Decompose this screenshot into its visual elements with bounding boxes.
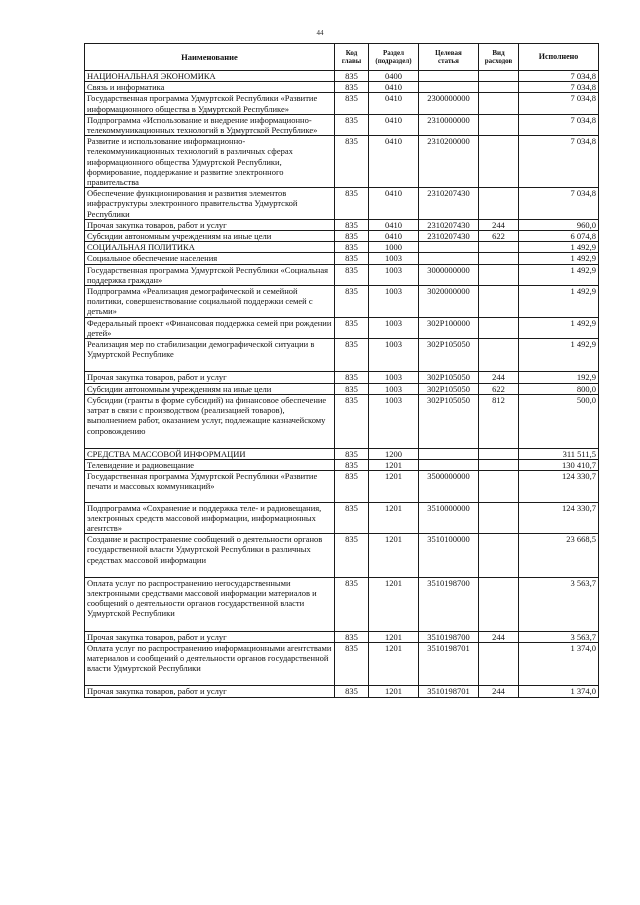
row-name: Прочая закупка товаров, работ и услуг [85,219,335,230]
row-amount: 7 034,8 [519,93,599,114]
row-kind [479,642,519,686]
row-amount: 800,0 [519,383,599,394]
row-target: 3020000000 [419,286,479,318]
row-target: 302P100000 [419,317,479,338]
row-target: 3510198701 [419,686,479,697]
row-target: 2300000000 [419,93,479,114]
row-amount: 6 074,8 [519,231,599,242]
row-target: 3500000000 [419,471,479,502]
table-row [85,219,599,230]
table-row [85,459,599,470]
row-name: Создание и распространение сообщений о деятельности органов государственной власти Удмуртской Республики в различных средствах массовой информации [85,534,335,578]
row-section: 0400 [369,71,419,82]
row-name: Субсидии автономным учреждениям на иные цели [85,231,335,242]
row-amount: 192,9 [519,372,599,383]
row-section: 1003 [369,383,419,394]
row-section: 1003 [369,253,419,264]
row-kind: 244 [479,219,519,230]
budget-table [84,43,599,698]
header-code-line2: главы [341,57,362,65]
row-kind [479,502,519,534]
header-section [369,44,419,71]
row-code: 835 [335,394,369,448]
row-name: Подпрограмма «Сохранение и поддержка теле- и радиовещания, электронных средств массовой информации, информационных агентств» [85,502,335,534]
row-amount: 1 492,9 [519,253,599,264]
row-kind: 244 [479,686,519,697]
row-section: 1201 [369,534,419,578]
row-kind [479,459,519,470]
table-row [85,253,599,264]
row-section: 0410 [369,82,419,93]
header-section-line1: Раздел [382,49,405,57]
row-amount: 3 563,7 [519,577,599,631]
row-target: 2310207430 [419,188,479,220]
row-code: 835 [335,339,369,372]
header-name: Наименование [85,44,335,71]
row-kind [479,188,519,220]
row-code: 835 [335,253,369,264]
row-name: Федеральный проект «Финансовая поддержка семей при рождении детей» [85,317,335,338]
row-code: 835 [335,471,369,502]
row-target [419,242,479,253]
table-row [85,339,599,372]
row-code: 835 [335,93,369,114]
table-row [85,642,599,686]
header-expense-line1: Вид [492,49,505,57]
row-kind [479,114,519,135]
row-amount: 1 492,9 [519,286,599,318]
row-section: 1003 [369,372,419,383]
table-row [85,577,599,631]
row-kind [479,534,519,578]
header-code-line1: Код [345,49,358,57]
row-name: Оплата услуг по распространению информационными агентствами материалов и сообщений о деятельности органов государственной власти Удмуртской Республики [85,642,335,686]
row-amount: 7 034,8 [519,114,599,135]
row-section: 1201 [369,642,419,686]
row-target [419,82,479,93]
row-code: 835 [335,114,369,135]
row-code: 835 [335,502,369,534]
row-amount: 7 034,8 [519,71,599,82]
row-kind [479,136,519,188]
row-name: Государственная программа Удмуртской Республики «Социальная поддержка граждан» [85,264,335,285]
row-section: 1003 [369,286,419,318]
header-code [335,44,369,71]
row-target: 2310200000 [419,136,479,188]
table-row [85,502,599,534]
header-target [419,44,479,71]
row-name: Подпрограмма «Реализация демографической и семейной политики, совершенствование социальной поддержки семей с детьми» [85,286,335,318]
row-name: Государственная программа Удмуртской Республики «Развитие печати и массовых коммуникаций» [85,471,335,502]
table-row [85,686,599,697]
row-name: Государственная программа Удмуртской Республики «Развитие информационного общества в Удмуртской Республике» [85,93,335,114]
row-amount: 311 511,5 [519,448,599,459]
row-section: 0410 [369,188,419,220]
header-target-line2: статья [438,57,459,65]
table-row [85,188,599,220]
row-amount: 1 374,0 [519,686,599,697]
row-target: 2310207430 [419,219,479,230]
row-amount: 124 330,7 [519,471,599,502]
row-name: Телевидение и радиовещание [85,459,335,470]
table-row [85,317,599,338]
row-kind [479,577,519,631]
row-kind [479,448,519,459]
row-amount: 1 492,9 [519,264,599,285]
row-kind: 244 [479,631,519,642]
row-amount: 960,0 [519,219,599,230]
row-target: 3510198700 [419,577,479,631]
row-target: 302P105050 [419,372,479,383]
row-section: 0410 [369,219,419,230]
row-code: 835 [335,188,369,220]
row-amount: 7 034,8 [519,188,599,220]
row-amount: 3 563,7 [519,631,599,642]
header-section-line2: (подраздел) [375,57,412,65]
header-executed: Исполнено [519,44,599,71]
row-code: 835 [335,534,369,578]
table-row [85,286,599,318]
row-code: 835 [335,71,369,82]
row-name: Подпрограмма «Использование и внедрение информационно-телекоммуникационных технологий в Удмуртской Республике» [85,114,335,135]
row-target: 3510000000 [419,502,479,534]
row-code: 835 [335,136,369,188]
table-row [85,534,599,578]
table-row [85,448,599,459]
row-code: 835 [335,317,369,338]
row-target [419,71,479,82]
row-amount: 1 374,0 [519,642,599,686]
row-code: 835 [335,82,369,93]
header-expense-kind [479,44,519,71]
row-amount: 23 668,5 [519,534,599,578]
row-code: 835 [335,459,369,470]
row-name: Обеспечение функционирования и развития элементов инфраструктуры электронного правительства Удмуртской Республики [85,188,335,220]
row-code: 835 [335,286,369,318]
row-code: 835 [335,231,369,242]
row-section: 1201 [369,631,419,642]
table-row [85,631,599,642]
row-section: 0410 [369,136,419,188]
row-section: 1201 [369,502,419,534]
row-kind [479,286,519,318]
table-body [85,71,599,698]
row-name: Оплата услуг по распространению негосударственными электронными средствами массовой информации материалов и сообщений о деятельности органов государственной власти Удмуртской Республики [85,577,335,631]
table-row [85,71,599,82]
row-name: Связь и информатика [85,82,335,93]
row-amount: 7 034,8 [519,82,599,93]
row-kind [479,471,519,502]
row-amount: 7 034,8 [519,136,599,188]
row-target: 2310207430 [419,231,479,242]
row-target: 3000000000 [419,264,479,285]
row-target [419,448,479,459]
row-code: 835 [335,631,369,642]
table-row [85,82,599,93]
row-section: 1000 [369,242,419,253]
row-section: 1201 [369,459,419,470]
row-amount: 500,0 [519,394,599,448]
row-target: 302P105050 [419,383,479,394]
row-amount: 130 410,7 [519,459,599,470]
row-kind [479,253,519,264]
row-kind [479,93,519,114]
row-code: 835 [335,448,369,459]
header-expense-line2: расходов [484,57,513,65]
row-section: 1003 [369,264,419,285]
row-name: Реализация мер по стабилизации демографической ситуации в Удмуртской Республике [85,339,335,372]
row-name: Прочая закупка товаров, работ и услуг [85,372,335,383]
row-code: 835 [335,642,369,686]
table-row [85,383,599,394]
row-name: СОЦИАЛЬНАЯ ПОЛИТИКА [85,242,335,253]
row-code: 835 [335,372,369,383]
row-code: 835 [335,264,369,285]
row-target: 302P105050 [419,339,479,372]
table-row [85,242,599,253]
row-amount: 1 492,9 [519,242,599,253]
row-target: 3510198700 [419,631,479,642]
row-kind [479,317,519,338]
table-row [85,264,599,285]
row-section: 1003 [369,317,419,338]
row-target: 3510198701 [419,642,479,686]
row-name: Прочая закупка товаров, работ и услуг [85,631,335,642]
table-row [85,372,599,383]
row-section: 1003 [369,394,419,448]
row-kind [479,71,519,82]
row-target: 302P105050 [419,394,479,448]
row-target [419,459,479,470]
row-section: 1200 [369,448,419,459]
row-kind [479,339,519,372]
row-section: 0410 [369,93,419,114]
row-section: 0410 [369,231,419,242]
row-code: 835 [335,577,369,631]
table-row [85,114,599,135]
row-kind: 622 [479,231,519,242]
table-row [85,136,599,188]
row-kind: 244 [479,372,519,383]
table-header-row [85,44,599,71]
row-code: 835 [335,219,369,230]
table-row [85,471,599,502]
row-kind [479,242,519,253]
row-amount: 124 330,7 [519,502,599,534]
row-name: Субсидии автономным учреждениям на иные цели [85,383,335,394]
row-name: Субсидии (гранты в форме субсидий) на финансовое обеспечение затрат в связи с производством (реализацией товаров), выполнением работ, оказанием услуг, подлежащие казначейскому сопровождению [85,394,335,448]
row-code: 835 [335,383,369,394]
row-name: Развитие и использование информационно-телекоммуникационных технологий в различных сферах информационного общества Удмуртской Республики, формирование, поддержание и развитие электронного правительства [85,136,335,188]
row-target: 2310000000 [419,114,479,135]
row-code: 835 [335,242,369,253]
row-section: 1201 [369,471,419,502]
row-target [419,253,479,264]
row-name: Социальное обеспечение населения [85,253,335,264]
row-kind: 622 [479,383,519,394]
table-row [85,231,599,242]
row-name: Прочая закупка товаров, работ и услуг [85,686,335,697]
header-target-line1: Целевая [435,49,462,57]
row-section: 1201 [369,577,419,631]
table-row [85,394,599,448]
row-section: 1201 [369,686,419,697]
table-row [85,93,599,114]
row-name: СРЕДСТВА МАССОВОЙ ИНФОРМАЦИИ [85,448,335,459]
row-section: 1003 [369,339,419,372]
page-number: 44 [316,29,324,37]
row-kind [479,264,519,285]
row-code: 835 [335,686,369,697]
row-kind [479,82,519,93]
row-amount: 1 492,9 [519,339,599,372]
row-kind: 812 [479,394,519,448]
row-section: 0410 [369,114,419,135]
row-amount: 1 492,9 [519,317,599,338]
row-name: НАЦИОНАЛЬНАЯ ЭКОНОМИКА [85,71,335,82]
row-target: 3510100000 [419,534,479,578]
